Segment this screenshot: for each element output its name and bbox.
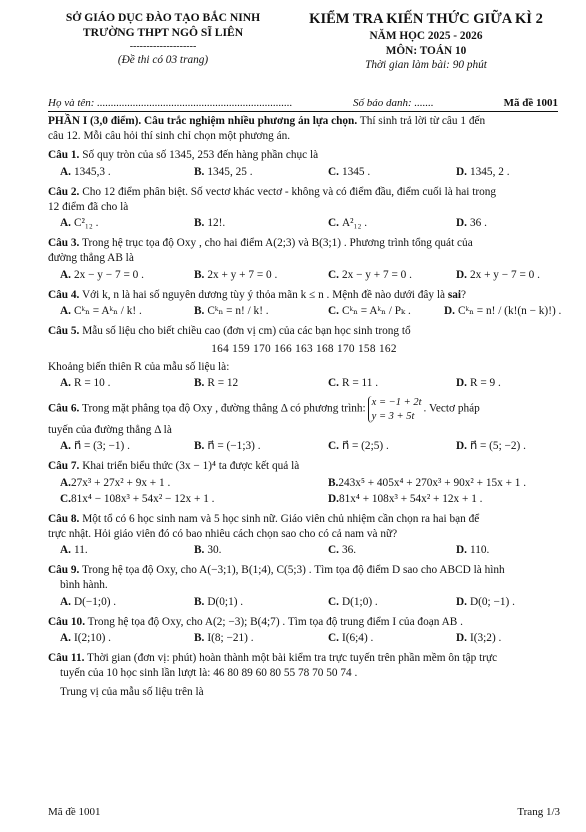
header-left [48, 10, 278, 68]
options-q3: A. 2x − y − 7 = 0 . B. 2x + y + 7 = 0 . C. 2x − y + 7 = 0 . D. 2x + y − 7 = 0 . [60, 268, 540, 281]
header-right [292, 10, 560, 73]
options-q4: A. Cᵏₙ = Aᵏₙ / k! . B. Cᵏₙ = n! / k! . C. Cᵏₙ = Aᵏₙ / Pₖ . D. Cᵏₙ = n! / (k!(n − k)!) . [60, 305, 562, 318]
question-11: Câu 11. Thời gian (đơn vị: phút) hoàn thành một bài kiểm tra trực tuyến trên phần mềm ôn tập trực tuyến của 10 học sinh lần lượt là: 46 80 89 60 80 55 78 70 50 74 . [48, 652, 498, 680]
school-year: NĂM HỌC 2025 - 2026 [369, 29, 483, 42]
question-4: Câu 4. Với k, n là hai số nguyên dương tùy ý thỏa mãn k ≤ n . Mệnh đề nào dưới đây là sai? [48, 288, 467, 301]
question-2: Câu 2. Cho 12 điểm phân biệt. Số vectơ khác vectơ - không và có điểm đầu, điểm cuối là hai trong 12 điểm đã cho là [48, 186, 497, 213]
height-data: 164 159 170 166 163 168 170 158 162 [211, 343, 397, 356]
exam-content [48, 114, 560, 701]
question-1: Câu 1. Số quy tròn của số 1345, 253 đến hàng phần chục là [48, 149, 319, 162]
name-field: Họ và tên: ....................................................................... [48, 97, 293, 109]
exam-title: KIỂM TRA KIẾN THỨC GIỮA KÌ 2 [309, 11, 543, 27]
options-q7-row1: A.27x³ + 27x² + 9x + 1 . B.243x⁵ + 405x⁴ + 270x³ + 90x² + 15x + 1 . [60, 476, 527, 489]
options-q9: A. D(−1;0) . B. D(0;1) . C. D(1;0) . D. D(0; −1) . [60, 595, 515, 608]
options-q8: A. 11. B. 30. C. 36. D. 110. [60, 544, 490, 557]
options-q1: A. 1345,3 . B. 1345, 25 . C. 1345 . D. 1345, 2 . [60, 166, 510, 179]
question-11-prompt: Trung vị của mẫu số liệu trên là [60, 685, 204, 698]
question-10: Câu 10. Trong hệ tọa độ Oxy, cho A(2; −3); B(4;7) . Tìm tọa độ trung điểm I của đoạn AB . [48, 615, 463, 628]
parametric-system: x = −1 + 2t y = 3 + 5t [368, 396, 422, 422]
school-name: TRƯỜNG THPT NGÔ SĨ LIÊN [82, 26, 244, 40]
question-9: Câu 9. Trong hệ tọa độ Oxy, cho A(−3;1), B(1;4), C(5;3) . Tìm tọa độ điểm D sao cho ABCD là hình bình hành. [48, 564, 505, 591]
question-6: Câu 6. Trong mặt phẳng tọa độ Oxy , đường thẳng Δ có phương trình:x = −1 + 2t y = 3 + 5t. Vectơ pháp tuyến của đường thẳng Δ là [48, 397, 480, 436]
page-number: Trang 1/3 [517, 806, 560, 818]
candidate-number-field: Số báo danh: ....... [353, 97, 434, 109]
question-5: Câu 5. Mẫu số liệu cho biết chiều cao (đơn vị cm) của các bạn học sinh trong tổ [48, 325, 411, 338]
question-8: Câu 8. Một tổ có 6 học sinh nam và 5 học sinh nữ. Giáo viên chủ nhiệm cần chọn ra hai bạn để trực nhật. Hỏi giáo viên đó có bao nhiêu cách chọn sao cho có cả nam và nữ? [48, 512, 480, 540]
header-rule [48, 111, 558, 112]
exam-time: Thời gian làm bài: 90 phút [365, 59, 487, 72]
pages-note: (Đề thi có 03 trang) [117, 54, 209, 67]
part1-intro: PHẦN I (3,0 điểm). Câu trắc nghiệm nhiều phương án lựa chọn. Thí sinh trả lời từ câu 1 đến câu 12. Mỗi câu hỏi thí sinh chỉ chọn một phương án. [48, 115, 486, 142]
footer-exam-code: Mã đề 1001 [48, 806, 101, 818]
subject: MÔN: TOÁN 10 [385, 44, 467, 57]
options-q7-row2: C.81x⁴ − 108x³ + 54x² − 12x + 1 . D.81x⁴ + 108x³ + 54x² + 12x + 1 . [60, 492, 483, 505]
department-name: SỞ GIÁO DỤC ĐÀO TẠO BẮC NINH [65, 11, 261, 24]
exam-code: Mã đề 1001 [503, 97, 558, 109]
header-divider: -------------------- [129, 41, 197, 53]
options-q6: A. n⃗ = (3; −1) . B. n⃗ = (−1;3) . C. n⃗ = (2;5) . D. n⃗ = (5; −2) . [60, 440, 526, 453]
part1-title: PHẦN I (3,0 điểm). Câu trắc nghiệm nhiều phương án lựa chọn. [48, 115, 358, 127]
options-q2: A. C²₁₂ . B. 12!. C. A²₁₂ . D. 36 . [60, 217, 487, 230]
options-q10: A. I(2;10) . B. I(8; −21) . C. I(6;4) . D. I(3;2) . [60, 632, 502, 645]
question-3: Câu 3. Trong hệ trục tọa độ Oxy , cho hai điểm A(2;3) và B(3;1) . Phương trình tổng quát của đường thẳng AB là [48, 237, 473, 265]
options-q5: A. R = 10 . B. R = 12 C. R = 11 . D. R = 9 . [60, 377, 501, 390]
question-7: Câu 7. Khai triển biểu thức (3x − 1)⁴ ta được kết quả là [48, 460, 300, 473]
question-5-prompt: Khoảng biến thiên R của mẫu số liệu là: [48, 360, 230, 373]
